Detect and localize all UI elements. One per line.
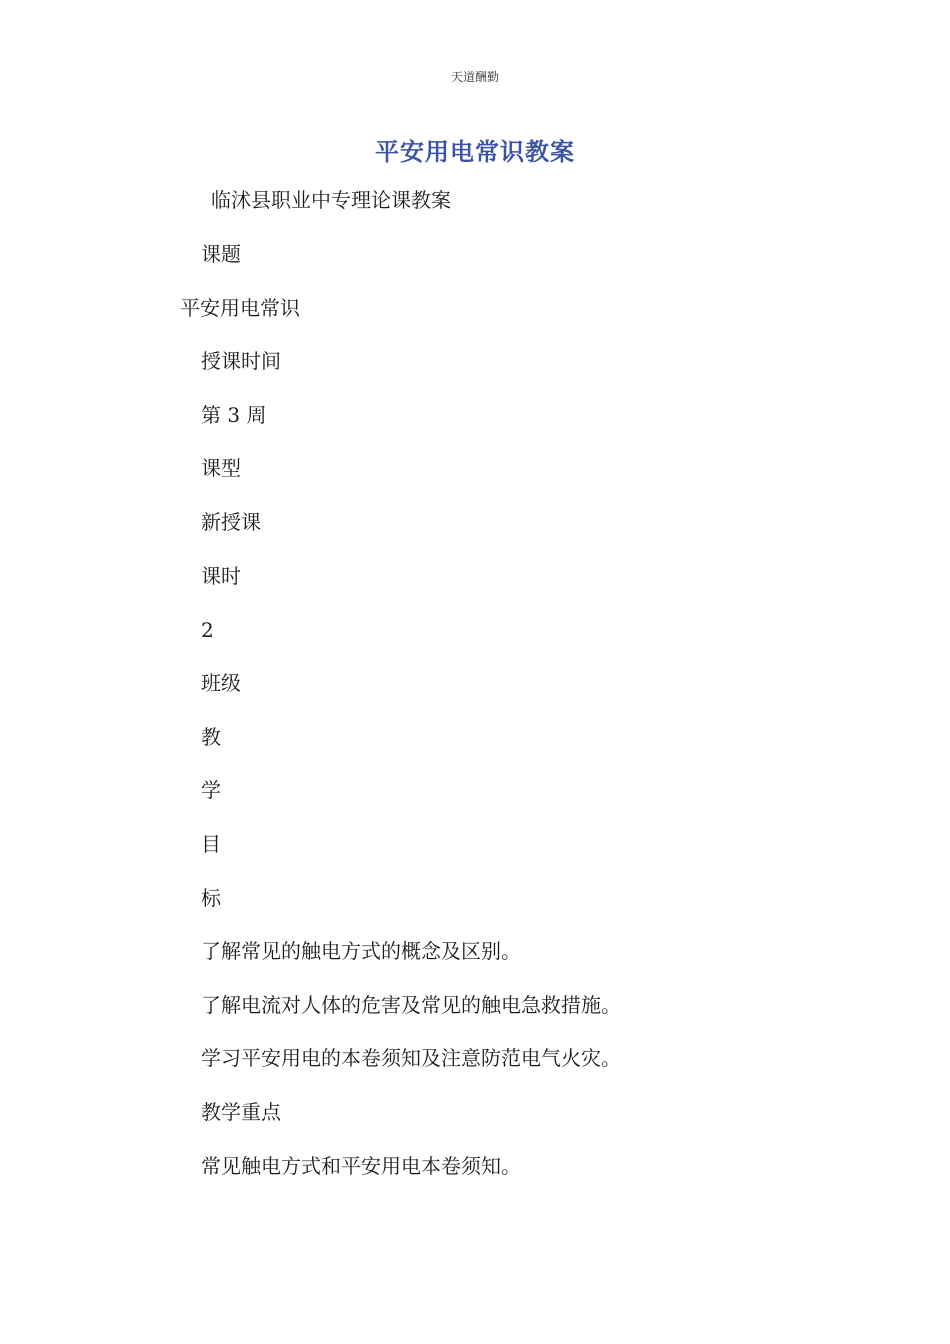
label-type: 课型 — [201, 456, 241, 480]
value-time: 第 3 周 — [201, 403, 267, 427]
document-title: 平安用电常识教案 — [375, 138, 575, 166]
label-objective-3: 目 — [201, 832, 221, 856]
label-time: 授课时间 — [201, 349, 281, 373]
value-hours: 2 — [201, 618, 214, 642]
value-type: 新授课 — [201, 510, 261, 534]
value-topic: 平安用电常识 — [180, 296, 300, 320]
label-objective-4: 标 — [201, 886, 221, 910]
school-line: 临沭县职业中专理论课教案 — [211, 188, 451, 212]
label-objective-1: 教 — [201, 725, 221, 749]
label-key-points: 教学重点 — [201, 1100, 281, 1124]
page-header: 天道酬勤 — [450, 70, 499, 84]
label-objective-2: 学 — [201, 778, 221, 802]
label-hours: 课时 — [201, 564, 241, 588]
objective-item-1: 了解常见的触电方式的概念及区别。 — [201, 939, 521, 963]
objective-item-2: 了解电流对人体的危害及常见的触电急救措施。 — [201, 993, 621, 1017]
label-topic: 课题 — [201, 242, 241, 266]
objective-item-3: 学习平安用电的本卷须知及注意防范电气火灾。 — [201, 1046, 621, 1070]
key-points-text: 常见触电方式和平安用电本卷须知。 — [201, 1154, 521, 1178]
label-class: 班级 — [201, 671, 241, 695]
